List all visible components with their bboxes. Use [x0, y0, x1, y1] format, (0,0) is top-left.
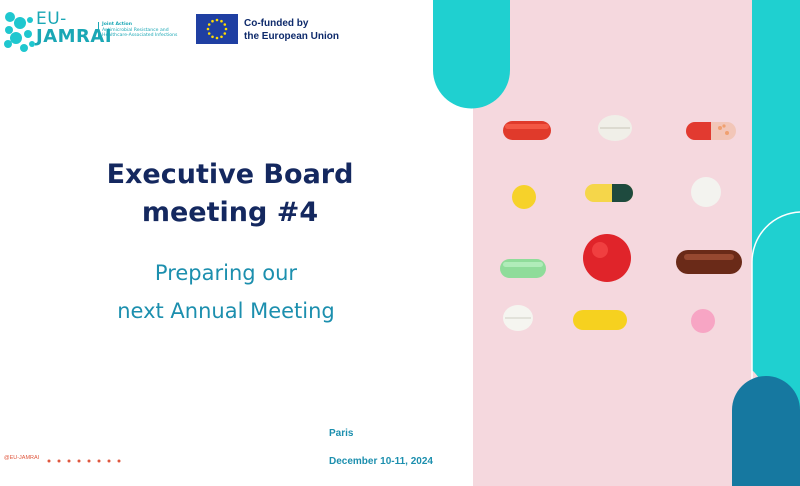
eu-flag-icon: [196, 14, 238, 44]
eu-jamrai-logo: [2, 8, 192, 54]
eu-line2: the European Union: [244, 31, 339, 42]
subtitle-line1: Preparing our: [154, 261, 298, 285]
subtitle-line2: next Annual Meeting: [117, 299, 335, 323]
title-line2: meeting #4: [141, 197, 319, 228]
eu-cofunded-text: [244, 17, 339, 43]
pills-photo: [473, 0, 800, 486]
logo-subtitle: [98, 22, 198, 39]
logo-sub-line3: Healthcare-Associated Infections: [102, 33, 178, 39]
logo-line1: EU-: [36, 9, 67, 29]
eu-line1: Co-funded by: [244, 18, 309, 29]
slide-title: [60, 156, 400, 232]
event-location: Paris: [329, 428, 354, 439]
slide-subtitle: [56, 254, 396, 330]
eu-cofunded-logo: [196, 14, 356, 46]
logo-sub-line2: Antimicrobial Resistance and: [102, 27, 169, 33]
title-line1: Executive Board: [106, 159, 354, 190]
event-date: December 10-11, 2024: [329, 456, 433, 467]
logo-sub-line1: Joint Action: [102, 22, 132, 27]
social-handle: @EU-JAMRAI: [4, 455, 40, 461]
logo-line2: JAMRAI: [36, 26, 113, 47]
footer-dots: [48, 460, 121, 463]
